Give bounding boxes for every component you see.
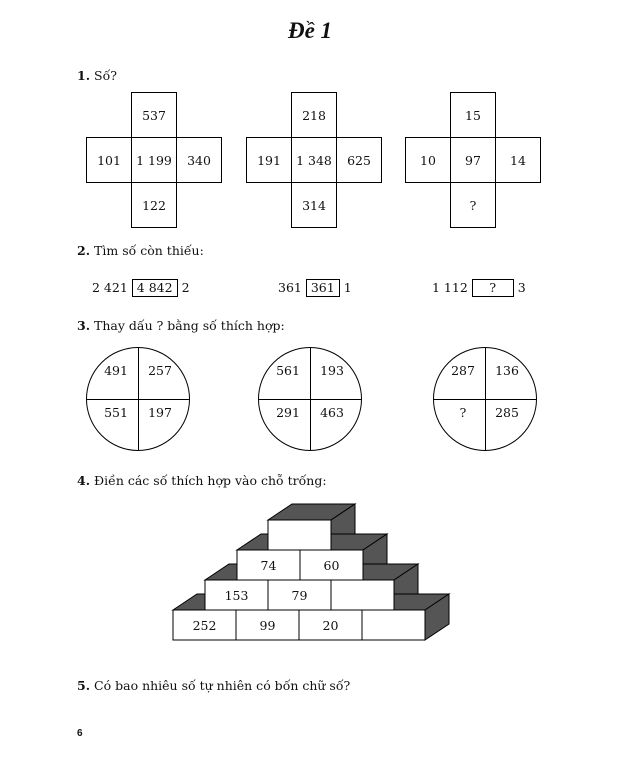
cross-left-cell: 191 — [246, 137, 292, 183]
circle-quadrant-tr: 136 — [495, 363, 519, 378]
circle-quadrant-bl: ? — [459, 405, 467, 420]
circle-quadrant-tl: 491 — [104, 363, 128, 378]
question-2-text: Tìm số còn thiếu: — [94, 243, 204, 258]
page-number: 6 — [77, 728, 83, 739]
question-1-text: Số? — [94, 68, 117, 83]
item-left-value: 2 421 — [92, 280, 128, 295]
question-3-number: 3. — [77, 318, 91, 333]
boxed-value: 4 842 — [132, 279, 178, 297]
brick-label: 20 — [322, 618, 339, 633]
cross-center-cell: 1 199 — [131, 137, 177, 183]
cross-bottom-cell: ? — [450, 182, 496, 228]
page-title: Đề 1 — [287, 18, 333, 43]
cross-bottom-cell: 122 — [131, 182, 177, 228]
brick-label: 79 — [291, 588, 308, 603]
circle-quadrant-tl: 287 — [451, 363, 475, 378]
question-3-text: Thay dấu ? bằng số thích hợp: — [94, 318, 285, 333]
circle-quadrant-bl: 291 — [276, 405, 300, 420]
brick-label: 99 — [259, 618, 276, 633]
cross-left-cell: 101 — [86, 137, 132, 183]
cross-bottom-cell: 314 — [291, 182, 337, 228]
brick — [331, 580, 394, 610]
circle-quadrant-tl: 561 — [276, 363, 300, 378]
cross-right-cell: 625 — [336, 137, 382, 183]
item-right-value: 3 — [517, 280, 526, 295]
circle-quadrant-tr: 257 — [148, 363, 172, 378]
brick-label: 60 — [323, 558, 340, 573]
boxed-value: ? — [472, 279, 514, 297]
question-5-heading — [77, 678, 350, 693]
brick — [268, 520, 331, 550]
cross-center-cell: 1 348 — [291, 137, 337, 183]
cross-right-cell: 340 — [176, 137, 222, 183]
circle-quadrant-br: 463 — [320, 405, 344, 420]
question-5-text: Có bao nhiêu số tự nhiên có bốn chữ số? — [94, 678, 351, 693]
circle-quadrant-tr: 193 — [320, 363, 344, 378]
cross-right-cell: 14 — [495, 137, 541, 183]
item-left-value: 361 — [278, 280, 302, 295]
item-right-value: 2 — [181, 280, 190, 295]
circle-quadrant-br: 197 — [148, 405, 172, 420]
question-4-number: 4. — [77, 473, 91, 488]
question-4-text: Điền các số thích hợp vào chỗ trống: — [94, 473, 327, 488]
cross-top-cell: 537 — [131, 92, 177, 138]
circle-quadrant-br: 285 — [495, 405, 519, 420]
brick-label: 153 — [224, 588, 249, 603]
brick-label: 74 — [260, 558, 277, 573]
boxed-value: 361 — [306, 279, 340, 297]
circle-quadrant-bl: 551 — [104, 405, 128, 420]
question-2-number: 2. — [77, 243, 91, 258]
question-1-number: 1. — [77, 68, 91, 83]
cross-top-cell: 218 — [291, 92, 337, 138]
brick — [362, 610, 425, 640]
cross-left-cell: 10 — [405, 137, 451, 183]
item-left-value: 1 112 — [432, 280, 468, 295]
question-5-number: 5. — [77, 678, 91, 693]
item-right-value: 1 — [343, 280, 352, 295]
cross-top-cell: 15 — [450, 92, 496, 138]
cross-center-cell: 97 — [450, 137, 496, 183]
brick-label: 252 — [192, 618, 217, 633]
